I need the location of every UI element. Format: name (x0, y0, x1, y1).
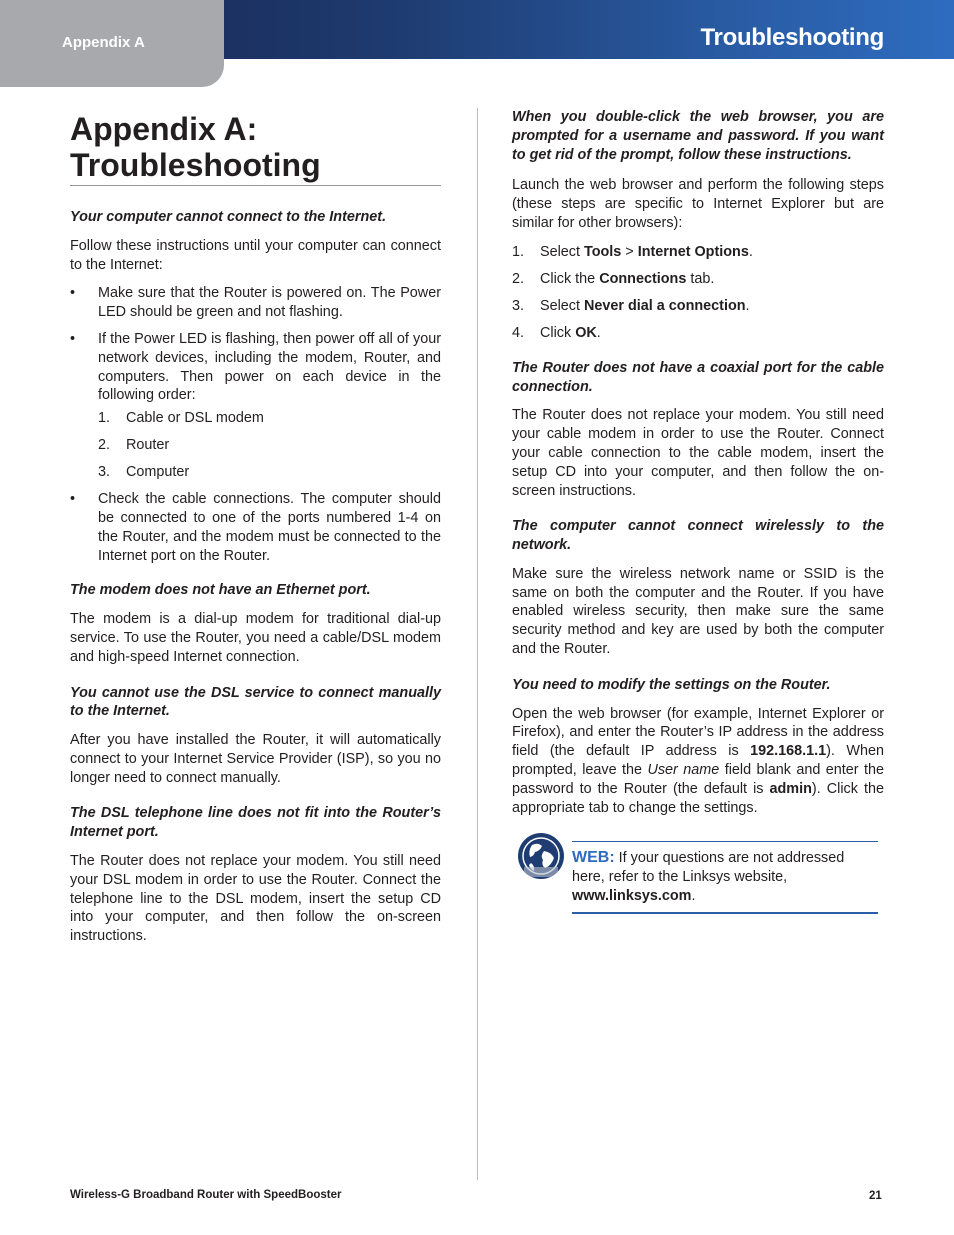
list-item: 2. Click the Connections tab. (512, 270, 715, 287)
bullet-list (70, 284, 441, 565)
paragraph: The Router does not replace your modem. You still need your DSL modem in order to use the Router. Connect the telephone line to the DSL modem, insert the setup CD into your computer, and then follow the on-screen instructions. (70, 853, 441, 945)
list-item: 2. Router (98, 437, 170, 454)
paragraph: Launch the web browser and perform the following steps (these steps are specific to Internet Explorer but are similar for other browsers): (512, 177, 884, 231)
power-on-order-list (98, 409, 441, 482)
bullet-item: • If the Power LED is flashing, then power off all of your network devices, including the modem, Router, and computers. Then power on each device in the following order: 1. Cable or DSL modem 2. Router 3. Computer (70, 330, 441, 481)
list-item: 1. Cable or DSL modem (98, 410, 264, 427)
web-label: WEB: (572, 849, 615, 866)
question-heading: The DSL telephone line does not fit into the Router’s Internet port. (70, 805, 441, 841)
question-heading: The Router does not have a coaxial port for the cable connection. (512, 359, 884, 395)
header-tab-label: Appendix A (62, 34, 145, 51)
paragraph: The modem is a dial-up modem for traditional dial-up service. To use the Router, you need a cable/DSL modem and high-speed Internet connection. (70, 611, 441, 665)
bullet-icon: • (70, 285, 76, 302)
default-password: admin (769, 780, 812, 797)
list-item: 4. Click OK. (512, 324, 601, 341)
bullet-item: • Check the cable connections. The computer should be connected to one of the ports numbered 1-4 on the Router, and the modem must be connected to the Internet port on the Router. (70, 491, 441, 564)
field-name: User name (647, 762, 720, 779)
default-ip: 192.168.1.1 (750, 743, 827, 760)
page-title: Appendix A: Troubleshooting (70, 108, 441, 186)
question-heading: You need to modify the settings on the Router. (512, 676, 831, 693)
globe-icon (518, 833, 564, 879)
footer-product-name: Wireless-G Broadband Router with SpeedBooster (70, 1189, 342, 1201)
header-section-title: Troubleshooting (700, 24, 884, 51)
web-note (512, 832, 884, 902)
list-item: 3. Select Never dial a connection. (512, 297, 750, 314)
paragraph: The Router does not replace your modem. You still need your cable modem in order to use the Router. Connect your cable connection to the cable modem, insert the setup CD into your computer, and then follow the on-screen instructions. (512, 407, 884, 499)
bullet-item: • Make sure that the Router is powered on. The Power LED should be green and not flashing. (70, 285, 441, 321)
linksys-website-link[interactable]: www.linksys.com (572, 888, 692, 904)
paragraph: Follow these instructions until your computer can connect to the Internet: (70, 237, 441, 273)
question-heading: The computer cannot connect wirelessly to the network. (512, 518, 884, 554)
right-column (512, 108, 884, 827)
list-item: 1. Select Tools > Internet Options. (512, 243, 753, 260)
question-heading: When you double-click the web browser, you are prompted for a username and password. If you want to get rid of the prompt, follow these instructions. (512, 109, 884, 163)
paragraph: After you have installed the Router, it will automatically connect to your Internet Service Provider (ISP), so you no longer need to connect manually. (70, 732, 441, 786)
column-divider (477, 108, 478, 1180)
left-column (70, 108, 441, 956)
question-heading: Your computer cannot connect to the Internet. (70, 209, 387, 225)
paragraph: Open the web browser (for example, Internet Explorer or Firefox), and enter the Router’s IP address in the address field (the default IP address is 192.168.1.1). When prompted, leave the User name field blank and enter the password to the Router (the default is admin). Click the appropriate tab to change the settings. (512, 705, 884, 816)
page-number: 21 (869, 1190, 882, 1202)
header-tab (0, 0, 224, 87)
question-heading: You cannot use the DSL service to connect manually to the Internet. (70, 684, 441, 720)
list-item: 3. Computer (98, 464, 190, 481)
bullet-icon: • (70, 330, 76, 347)
steps-list (512, 243, 884, 343)
web-note-text: WEB: If your questions are not addressed here, refer to the Linksys website, www.linksys.com. (572, 841, 878, 914)
bullet-icon: • (70, 491, 76, 508)
question-heading: The modem does not have an Ethernet port. (70, 582, 371, 599)
paragraph: Make sure the wireless network name or SSID is the same on both the computer and the Router. If you have enabled wireless security, then make sure the same security method and key are used by both the computer and the Router. (512, 565, 884, 658)
